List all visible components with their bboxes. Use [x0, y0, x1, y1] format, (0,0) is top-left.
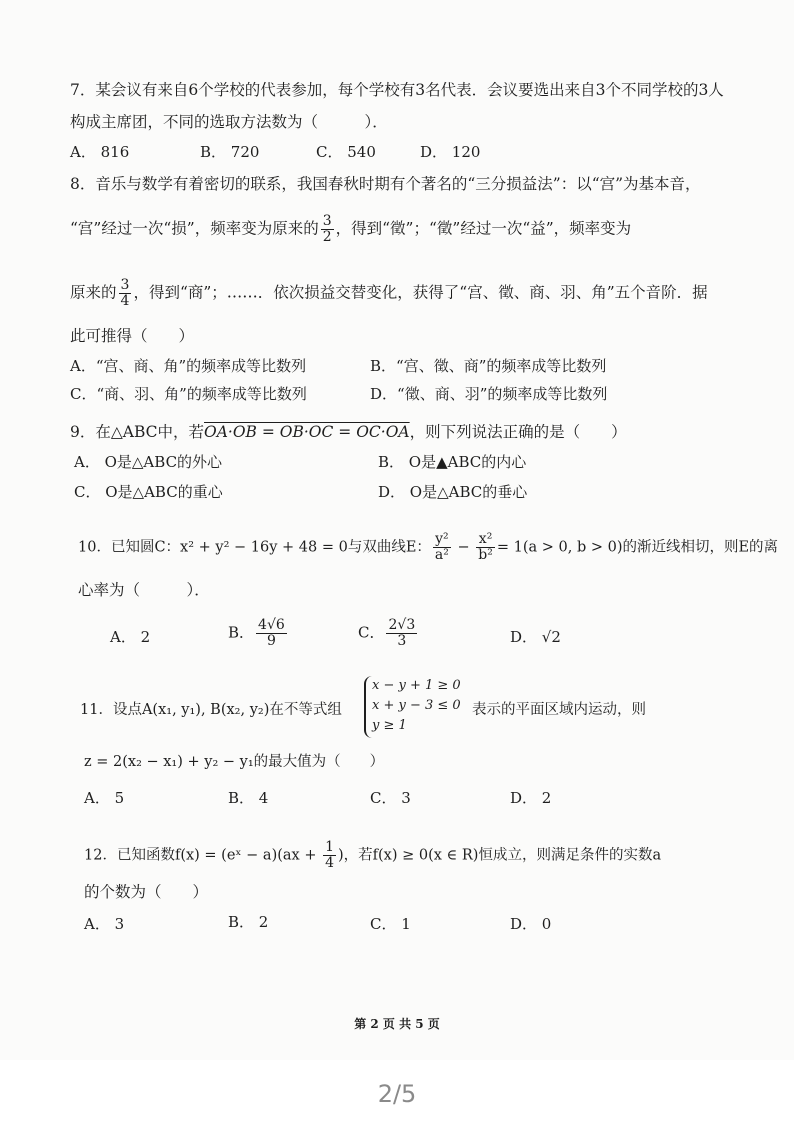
q8-line3: [70, 278, 708, 309]
q12-option-d: D． 0: [510, 915, 552, 933]
q9-suffix: ，则下列说法正确的是（ ）: [409, 423, 627, 441]
q10-stem: [78, 532, 778, 563]
q9-option-b: B． O是▲ABC的内心: [378, 453, 527, 471]
q8-option-d: D．“徵、商、羽”的频率成等比数列: [370, 385, 608, 403]
q11-prefix: 11．设点A(x₁, y₁), B(x₂, y₂)在不等式组: [80, 702, 342, 718]
q11-option-d: D． 2: [510, 789, 552, 807]
q12-stem: [84, 840, 661, 871]
q10-line2: 心率为（ ）．: [78, 581, 210, 599]
q9-stem: [70, 422, 627, 442]
q10-option-c: C． $\frac{2√3}{3}$: [358, 617, 416, 649]
q7-line1: 7．某会议有来自6个学校的代表参加，每个学校有3名代表．会议要选出来自3个不同学校的3人: [70, 81, 724, 99]
q8-option-a: A．“宫、商、角”的频率成等比数列: [70, 357, 307, 375]
q12-fraction-one-quarter: $\frac{1}{4}$: [325, 839, 334, 871]
page-footer: 第 2 页 共 5 页: [354, 1017, 440, 1031]
q7-option-d: D． 120: [420, 143, 481, 161]
q8-option-b: B．“宫、徵、商”的频率成等比数列: [370, 357, 607, 375]
q12-option-b: B． 2: [228, 913, 269, 931]
q11-inequality-1: x − y + 1 ≥ 0: [372, 678, 461, 693]
q8-line1: 8．音乐与数学有着密切的联系，我国春秋时期有个著名的“三分损益法”：以“宫”为基本音，: [70, 175, 701, 193]
q8-line2-text-b: ，得到“徵”；“徵”经过一次“益”，频率变为: [335, 219, 632, 238]
q10-prefix: 10．已知圆C：x² + y² − 16y + 48 = 0与双曲线E：: [78, 539, 431, 556]
q10-fraction-x2-b2: $\frac{\text{x²}}{\text{b²}}$: [478, 531, 493, 563]
q7-option-a: A． 816: [70, 143, 130, 161]
q9-option-a: A． O是△ABC的外心: [74, 453, 223, 471]
q11-inequality-system: [364, 676, 484, 738]
q10-suffix: = 1(a > 0, b > 0)的渐近线相切，则E的离: [496, 539, 779, 556]
q8-line4: 此可推得（ ）: [70, 327, 195, 345]
q11-inequality-2: x + y − 3 ≤ 0: [372, 698, 461, 713]
q8-line3-text-b: ，得到“商”；……．依次损益交替变化，获得了“宫、徵、商、羽、角”五个音阶．据: [133, 283, 708, 302]
q11-option-c: C． 3: [370, 789, 411, 807]
q7-line2: 构成主席团，不同的选取方法数为（ ）．: [70, 113, 388, 131]
q11-option-a: A． 5: [84, 789, 125, 807]
q8-option-c: C．“商、羽、角”的频率成等比数列: [70, 385, 307, 403]
q11-suffix: 表示的平面区域内运动，则: [472, 702, 646, 718]
q11-option-b: B． 4: [228, 789, 269, 807]
q9-prefix: 9．在△ABC中，若: [70, 423, 205, 441]
q8-line2-text-a: “宫”经过一次“损”，频率变为原来的: [70, 219, 319, 238]
q12-option-a: A． 3: [84, 915, 125, 933]
q7-option-b: B． 720: [200, 143, 260, 161]
q8-line2: [70, 214, 631, 245]
q10-option-d: D． √2: [510, 628, 561, 646]
q10-option-a: A． 2: [110, 628, 151, 646]
q9-vector-formula: OA·OB = OB·OC = OC·OA: [204, 423, 410, 441]
q7-option-c: C． 540: [316, 143, 376, 161]
page-indicator: 2/5: [377, 1080, 417, 1108]
q10-option-b-fraction: $\frac{4√6}{9}$: [258, 617, 285, 649]
q10-minus: −: [452, 539, 475, 556]
q10-option-b: B． $\frac{4√6}{9}$: [228, 617, 285, 649]
q11-inequality-3: y ≥ 1: [372, 718, 407, 733]
q9-option-c: C． O是△ABC的重心: [74, 483, 223, 501]
q10-option-c-fraction: $\frac{2√3}{3}$: [388, 617, 416, 649]
q12-prefix: 12．已知函数f(x) = (eˣ − a)(ax +: [84, 847, 322, 864]
q10-fraction-y2-a2: $\frac{\text{y²}}{\text{a²}}$: [434, 531, 449, 563]
q12-suffix: )，若f(x) ≥ 0(x ∈ R)恒成立，则满足条件的实数a: [338, 847, 662, 864]
q11-line2: z = 2(x₂ − x₁) + y₂ − y₁的最大值为（ ）: [84, 754, 385, 770]
q8-line3-text-a: 原来的: [70, 283, 117, 302]
q8-fraction-three-halves: $\frac{3}{2}$: [322, 213, 332, 245]
q12-option-c: C． 1: [370, 915, 411, 933]
q12-line2: 的个数为（ ）: [84, 883, 209, 901]
q9-option-d: D． O是△ABC的垂心: [378, 483, 528, 501]
q8-fraction-three-quarters: $\frac{3}{4}$: [120, 277, 130, 309]
